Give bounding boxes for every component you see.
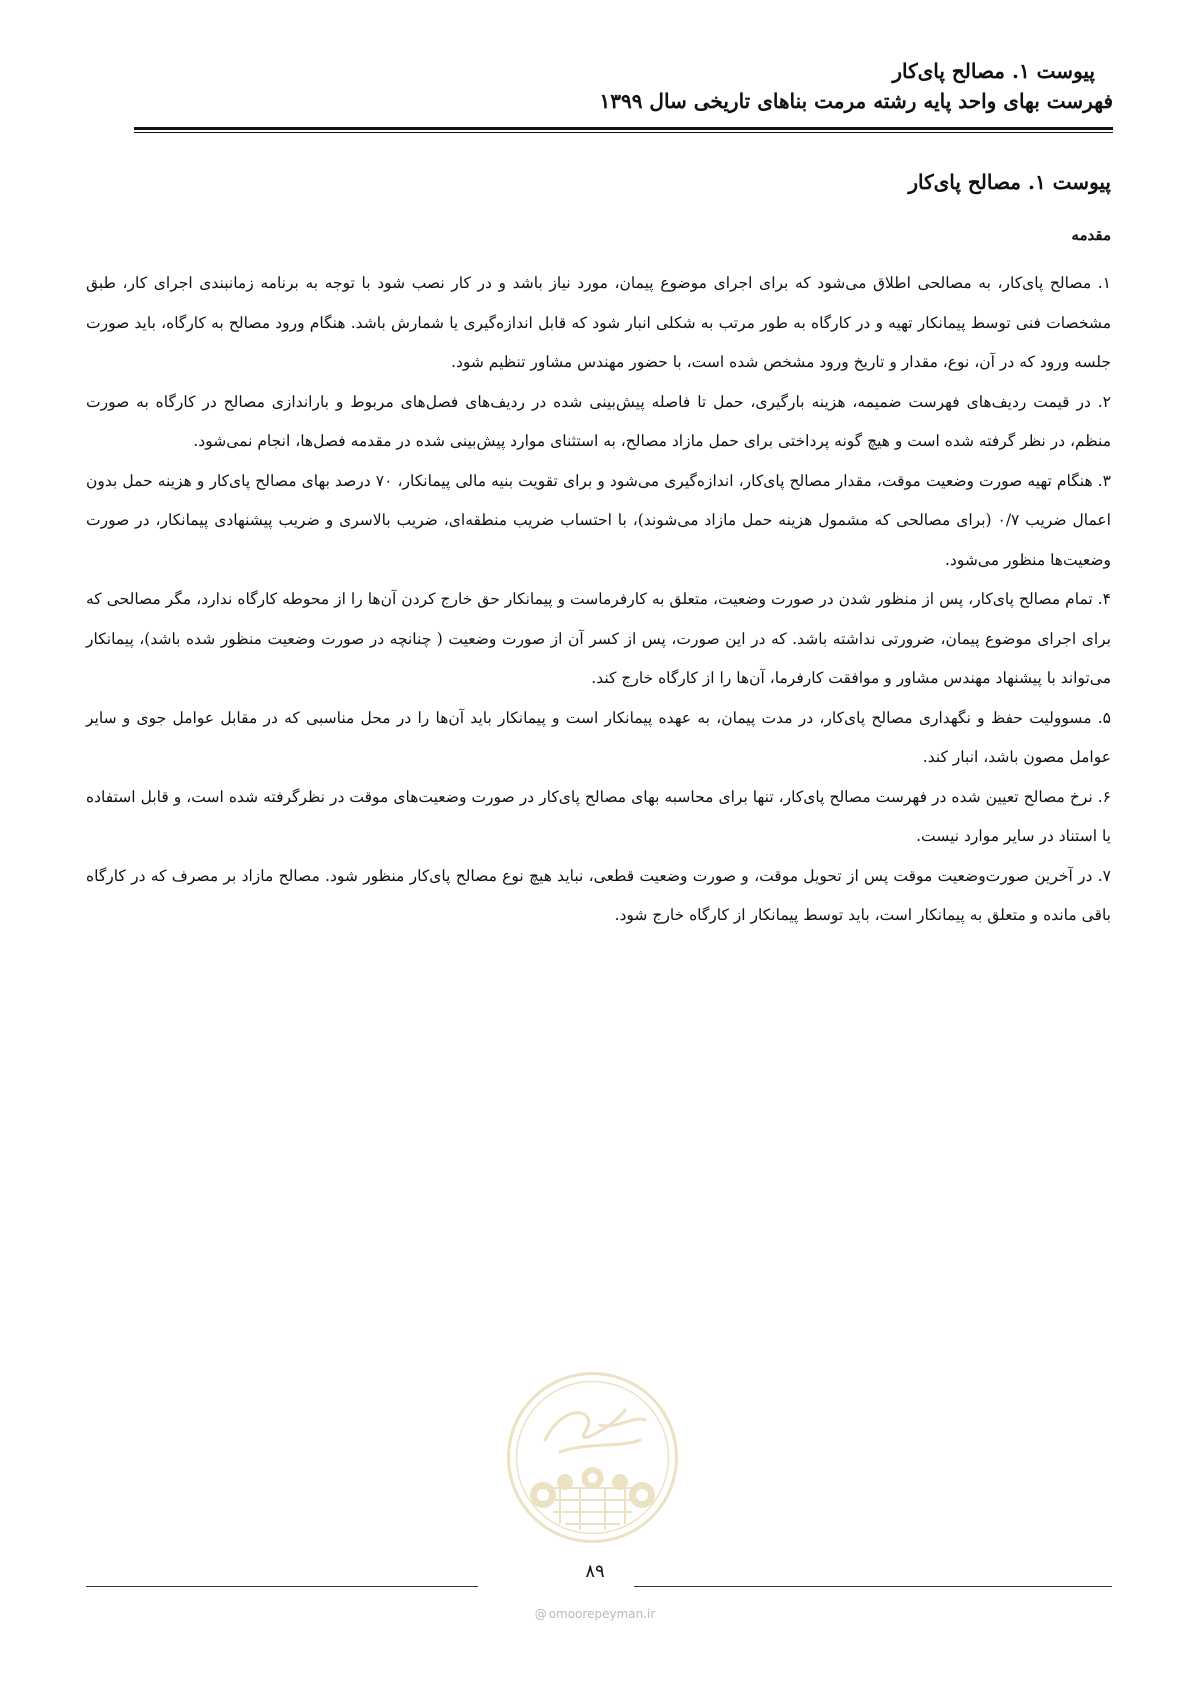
introduction-heading: مقدمه	[1071, 226, 1111, 244]
at-sign-icon: @	[534, 1607, 547, 1621]
paragraph-3: ۳. هنگام تهیه صورت وضعیت موقت، مقدار مصالح پای‌کار، اندازه‌گیری می‌شود و برای تقویت بنیه مالی پیمانکار، ۷۰ درصد بهای مصالح پای‌کار و هزینه حمل بدون اعمال ضریب ۰/۷ (برای مصالحی که مشمول هزینه حمل مازاد می‌شوند)، با احتساب ضریب منطقه‌ای، ضریب بالاسری و ضریب پیشنهادی پیمانکار، در صورت وضعیت‌ها منظور می‌شود.	[86, 471, 1111, 569]
footer-rule-right	[634, 1586, 1112, 1587]
website-watermark	[520, 1607, 670, 1621]
section-title: پیوست ۱. مصالح پای‌کار	[908, 170, 1111, 194]
header-rule-thin	[134, 132, 1113, 133]
page-number: ۸۹	[585, 1561, 605, 1582]
paragraph-5: ۵. مسوولیت حفظ و نگهداری مصالح پای‌کار، در مدت پیمان، به عهده پیمانکار است و پیمانکار باید آن‌ها را در محل مناسبی که در مقابل عوامل جوی و سایر عوامل مصون باشد، انبار کند.	[86, 708, 1111, 766]
website-url: omoorepeyman.ir	[548, 1607, 656, 1621]
header-rule-thick	[134, 127, 1113, 130]
omoorepeyman-seal-logo	[505, 1370, 680, 1545]
paragraph-4: ۴. تمام مصالح پای‌کار، پس از منظور شدن در صورت وضعیت، متعلق به کارفرماست و پیمانکار حق خارج کردن آن‌ها را از محوطه کارگاه ندارد، مگر مصالحی که برای اجرای موضوع پیمان، ضرورتی نداشته باشد. که در این صورت، پس از کسر آن از صورت وضعیت ( چنانچه در صورت وضعیت منظور شده باشد)، پیمانکار می‌تواند با پیشنهاد مهندس مشاور و موافقت کارفرما، آن‌ها را از کارگاه خارج کند.	[86, 590, 1111, 687]
seal-logo-icon	[505, 1370, 680, 1545]
footer-rule-left	[86, 1586, 478, 1587]
paragraph-6: ۶. نرخ مصالح تعیین شده در فهرست مصالح پای‌کار، تنها برای محاسبه بهای مصالح پای‌کار در صورت وضعیت‌های موقت در نظرگرفته شده است، و قابل استفاده یا استناد در سایر موارد نیست.	[86, 787, 1111, 845]
body-text	[86, 264, 1111, 936]
paragraph-7: ۷. در آخرین صورت‌وضعیت موقت پس از تحویل موقت، و صورت وضعیت قطعی، نباید هیچ نوع مصالح پای‌کار منظور شود. مصالح مازاد بر مصرف که در کارگاه باقی مانده و متعلق به پیمانکار است، باید توسط پیمانکار از کارگاه خارج شود.	[86, 866, 1111, 924]
paragraph-1: ۱. مصالح پای‌کار، به مصالحی اطلاق می‌شود که برای اجرای موضوع پیمان، مورد نیاز باشد و در کار نصب شود با توجه به برنامه زمانبندی اجرای کار، طبق مشخصات فنی توسط پیمانکار تهیه و در کارگاه به طور مرتب به شکلی انبار شود که قابل اندازه‌گیری یا شمارش باشد. هنگام ورود مصالح به کارگاه، باید صورت جلسه ورود که در آن، نوع، مقدار و تاریخ ورود مشخص شده است، با حضور مهندس مشاور تنظیم شود.	[86, 274, 1111, 371]
paragraph-2: ۲. در قیمت ردیف‌های فهرست ضمیمه، هزینه بارگیری، حمل تا فاصله پیش‌بینی شده در ردیف‌های فصل‌های مربوط و باراندازی مصالح در کارگاه به صورت منظم، در نظر گرفته شده است و هیچ گونه پرداختی برای حمل مازاد مصالح، به استثنای موارد پیش‌بینی شده در مقدمه فصل‌ها، انجام نمی‌شود.	[86, 392, 1111, 450]
header-appendix-title: پیوست ۱. مصالح پای‌کار	[892, 59, 1095, 83]
header-document-title: فهرست بهای واحد پایه رشته مرمت بناهای تاریخی سال ۱۳۹۹	[599, 89, 1113, 113]
page-header	[130, 56, 1113, 116]
